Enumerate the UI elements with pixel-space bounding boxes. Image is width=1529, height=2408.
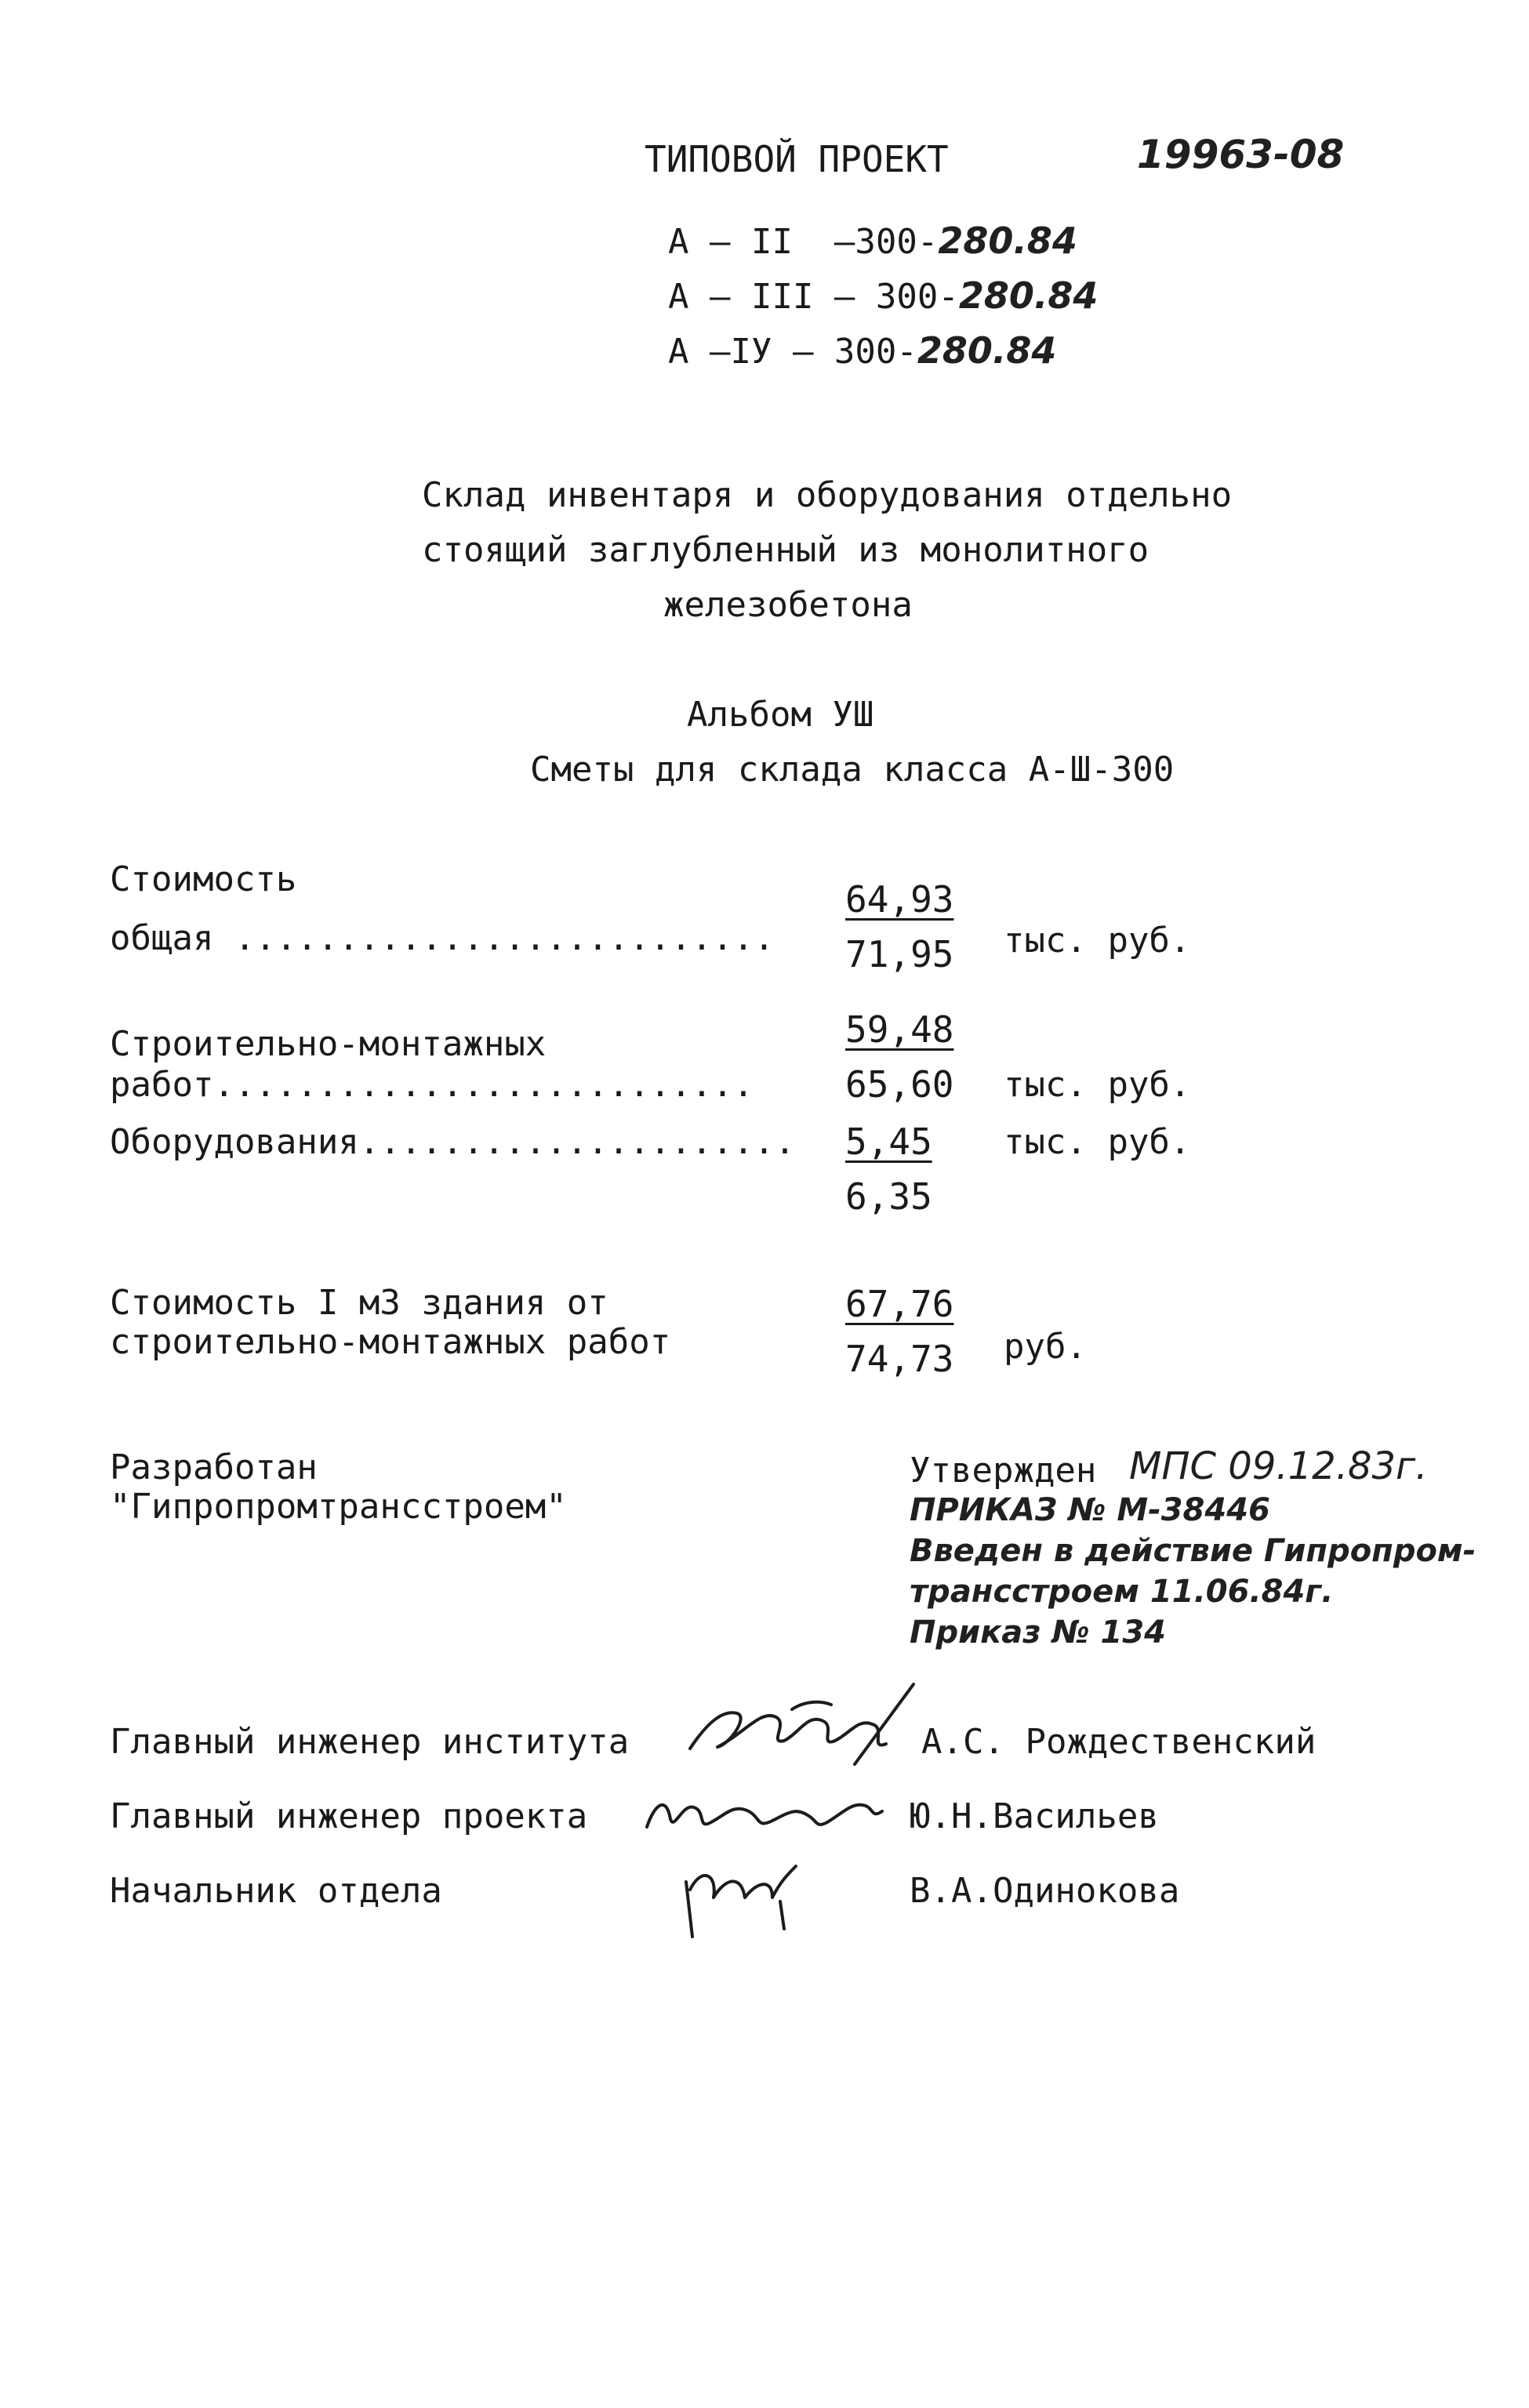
approval-enacted-by: трансстроем 11.06.84г. (910, 1574, 1334, 1610)
cost-label: Строительно-монтажных (110, 1024, 547, 1064)
cost-label: Оборудования..................... (110, 1122, 796, 1162)
approval-enacted: Введен в действие Гипропром- (910, 1533, 1476, 1569)
subject-line-3: железобетона (663, 585, 913, 625)
handwritten-signature (670, 1835, 827, 1945)
cost-label: работ.......................... (110, 1065, 754, 1105)
subject-line-2: стоящий заглубленный из монолитного (422, 530, 1149, 570)
cost-denominator: 65,60 (845, 1063, 954, 1106)
approval-authority: МПС 09.12.83г. (1129, 1444, 1428, 1488)
cost-numerator: 59,48 (845, 1008, 954, 1051)
cost-label: Стоимость (110, 859, 297, 899)
signatory-name: В.А.Одинокова (910, 1871, 1180, 1911)
signatory-name: Ю.Н.Васильев (910, 1796, 1159, 1836)
cost-numerator: 64,93 (845, 878, 954, 921)
cost-unit: тыс. руб. (1004, 1122, 1191, 1162)
signatory-role: Начальник отдела (110, 1871, 442, 1911)
handwritten-signature (639, 1772, 898, 1843)
developer-label: Разработан (110, 1447, 318, 1487)
cost-denominator: 74,73 (845, 1338, 954, 1380)
signatory-name: А.С. Рождественский (921, 1722, 1317, 1762)
developer-org: "Гипропромтрансстроем" (110, 1487, 567, 1527)
approval-enacted-order: Приказ № 134 (910, 1614, 1166, 1651)
album-subtitle: Сметы для склада класса А-Ш-300 (530, 750, 1175, 790)
cost-numerator: 5,45 (845, 1120, 932, 1163)
signatory-role: Главный инженер проекта (110, 1796, 588, 1836)
approval-printed-label: Утвержден (910, 1451, 1097, 1491)
cost-numerator: 67,76 (845, 1283, 954, 1325)
cost-unit: руб. (1004, 1327, 1087, 1367)
project-code-row: А –IУ – 300-280.84 (668, 329, 1057, 372)
handwritten-signature (674, 1678, 933, 1772)
cost-label: общая .......................... (110, 918, 775, 958)
subject-line-1: Склад инвентаря и оборудования отдельно (422, 475, 1233, 515)
cost-label: строительно-монтажных работ (110, 1322, 671, 1362)
approval-order: ПРИКАЗ № М-38446 (910, 1492, 1270, 1528)
cost-denominator: 6,35 (845, 1175, 932, 1218)
album-label: Альбом УШ (687, 695, 874, 735)
signatory-role: Главный инженер института (110, 1722, 630, 1762)
project-type-title: ТИПОВОЙ ПРОЕКТ (645, 138, 949, 180)
project-code-row: А – III – 300-280.84 (668, 274, 1099, 317)
cost-label: Стоимость I м3 здания от (110, 1283, 608, 1323)
document-number: 19963-08 (1137, 132, 1345, 177)
cost-unit: тыс. руб. (1004, 1065, 1191, 1105)
cost-unit: тыс. руб. (1004, 921, 1191, 961)
cost-denominator: 71,95 (845, 933, 954, 975)
project-code-row: А – II –300-280.84 (668, 220, 1077, 262)
